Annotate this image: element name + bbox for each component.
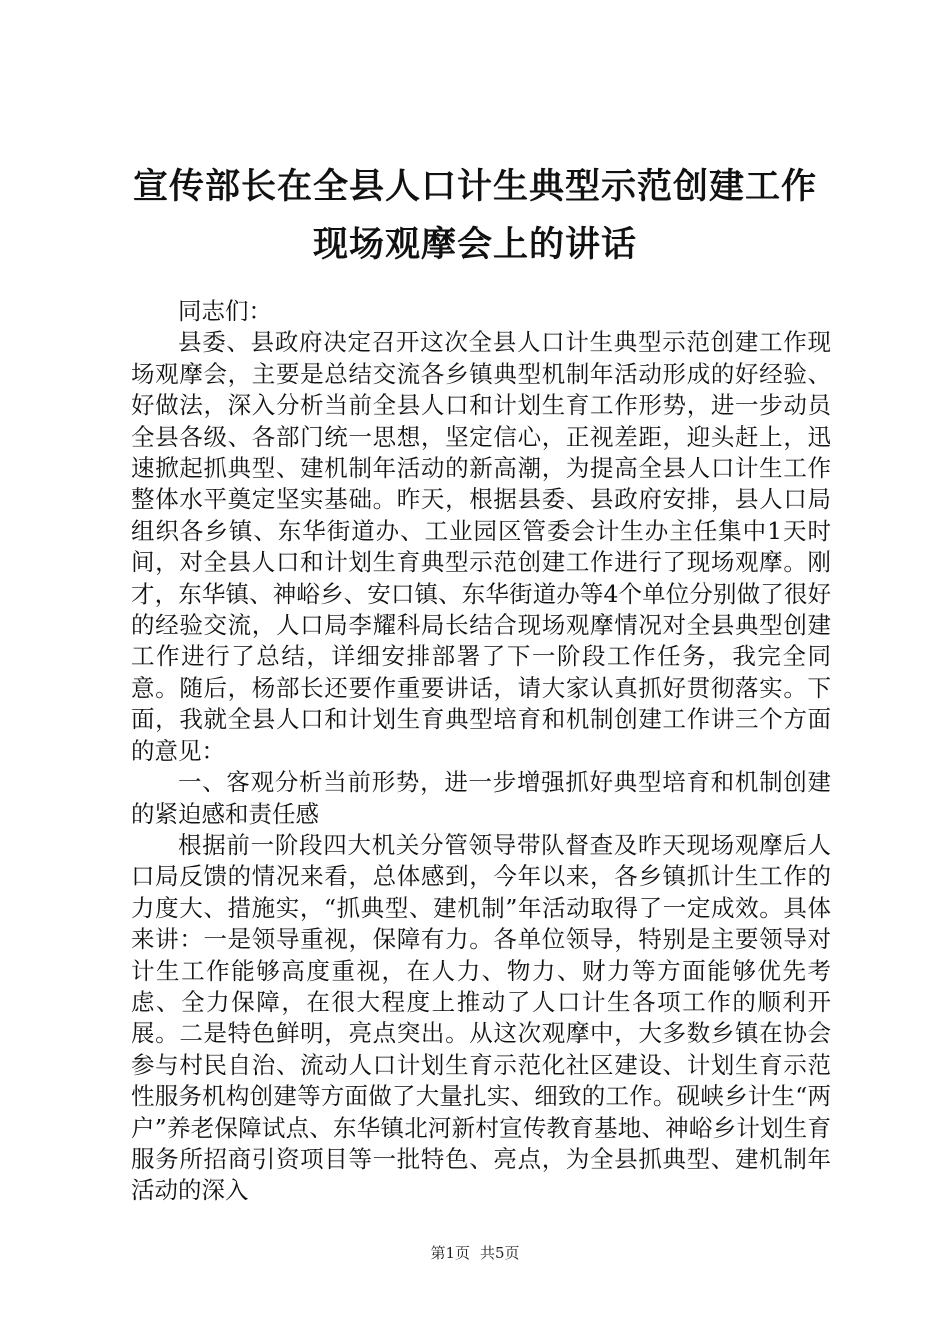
page-number: 第1页	[430, 1244, 470, 1262]
body-paragraph: 县委、县政府决定召开这次全县人口计生典型示范创建工作现场观摩会，主要是总结交流各乡镇典型机制年活动形成的好经验、好做法，深入分析当前全县人口和计划生育工作形势，进一步动员全县各级、各部门统一思想，坚定信心，正视差距，迎头赶上，迅速掀起抓典型、建机制年活动的新高潮，为提高全县人口计生工作整体水平奠定坚实基础。昨天，根据县委、县政府安排，县人口局组织各乡镇、东华街道办、工业园区管委会计生办主任集中1天时间，对全县人口和计划生育典型示范创建工作进行了现场观摩。刚才，东华镇、神峪乡、安口镇、东华街道办等4个单位分别做了很好的经验交流，人口局李耀科局长结合现场观摩情况对全县典型创建工作进行了总结，详细安排部署了下一阶段工作任务，我完全同意。随后，杨部长还要作重要讲话，请大家认真抓好贯彻落实。下面，我就全县人口和计划生育典型培育和机制创建工作讲三个方面的意见：	[131, 328, 831, 765]
page-total: 共5页	[480, 1244, 520, 1262]
document-body	[131, 296, 831, 1207]
document-title: 宣传部长在全县人口计生典型示范创建工作现场观摩会上的讲话	[132, 166, 817, 265]
body-paragraph: 根据前一阶段四大机关分管领导带队督查及昨天现场观摩后人口局反馈的情况来看，总体感到，今年以来，各乡镇抓计生工作的力度大、措施实，“抓典型、建机制”年活动取得了一定成效。具体来讲：一是领导重视，保障有力。各单位领导，特别是主要领导对计生工作能够高度重视，在人力、物力、财力等方面能够优先考虑、全力保障，在很大程度上推动了人口计生各项工作的顺利开展。二是特色鲜明，亮点突出。从这次观摩中，大多数乡镇在协会参与村民自治、流动人口计划生育示范化社区建设、计划生育示范性服务机构创建等方面做了大量扎实、细致的工作。砚峡乡计生“两户”养老保障试点、东华镇北河新村宣传教育基地、神峪乡计划生育服务所招商引资项目等一批特色、亮点，为全县抓典型、建机制年活动的深入	[131, 830, 831, 1205]
salutation: 同志们：	[178, 297, 272, 325]
page-footer	[0, 1243, 950, 1263]
section-heading: 一、客观分析当前形势，进一步增强抓好典型培育和机制创建的紧迫感和责任感	[131, 768, 831, 828]
